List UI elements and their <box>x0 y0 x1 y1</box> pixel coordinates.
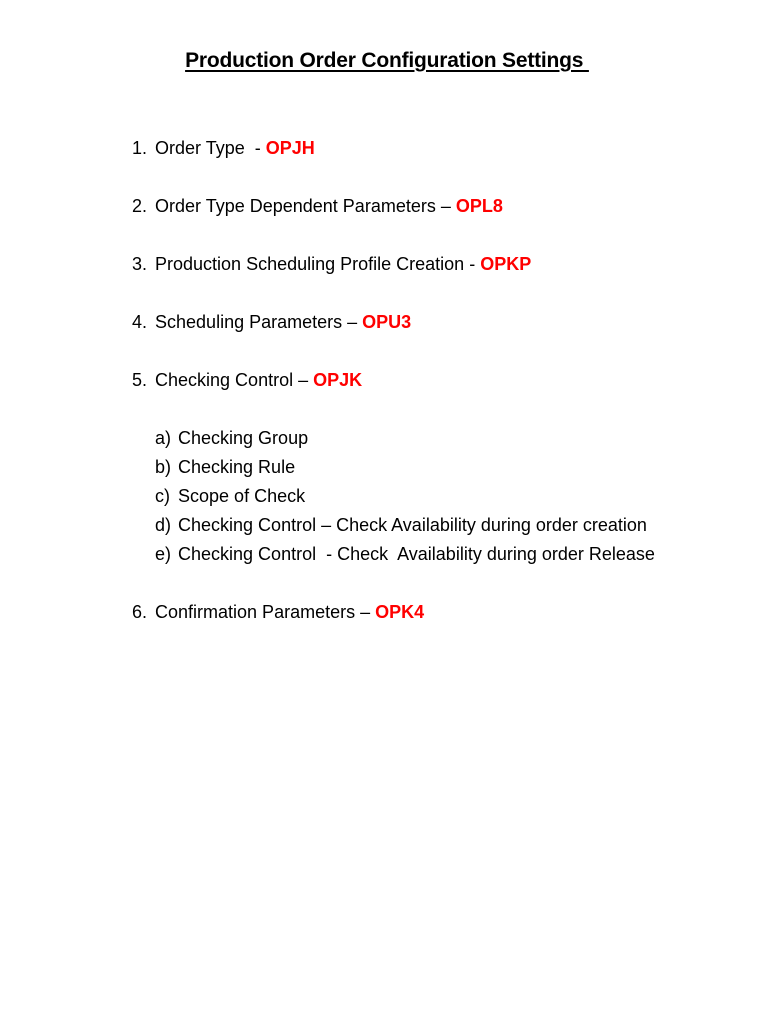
transaction-code: OPJH <box>265 138 315 158</box>
list-item-label: Order Type Dependent Parameters – <box>155 196 456 216</box>
sub-item-label: Checking Rule <box>178 457 296 477</box>
list-item-label: Order Type - <box>155 138 266 158</box>
sub-item-label: Checking Group <box>178 428 309 448</box>
sub-item-letter: b) <box>155 457 172 477</box>
list-number: 6. <box>132 602 148 622</box>
list-item-label: Scheduling Parameters – <box>155 312 363 332</box>
sub-item-label: Checking Control - Check Availability during order Release <box>178 544 655 564</box>
document-title: Production Order Configuration Settings <box>185 49 589 72</box>
list-item-scheduling-parameters <box>112 289 411 355</box>
transaction-code: OPKP <box>480 254 532 274</box>
transaction-code: OPU3 <box>362 312 412 332</box>
sub-item-letter: a) <box>155 428 172 448</box>
list-item-label: Production Scheduling Profile Creation - <box>155 254 481 274</box>
list-number: 2. <box>132 196 148 216</box>
transaction-code: OPK4 <box>375 602 425 622</box>
transaction-code: OPL8 <box>455 196 503 216</box>
list-item-checking-control <box>112 347 362 413</box>
list-number: 3. <box>132 254 148 274</box>
list-number: 1. <box>132 138 148 158</box>
list-number: 5. <box>132 370 148 390</box>
sub-item-availability-order-release <box>135 521 655 587</box>
list-item-label: Confirmation Parameters – <box>155 602 376 622</box>
sub-item-letter: e) <box>155 544 172 564</box>
transaction-code: OPJK <box>313 370 363 390</box>
list-item-order-type-dependent-parameters <box>112 173 503 239</box>
sub-item-label: Checking Control – Check Availability during order creation <box>178 515 647 535</box>
list-item-order-type <box>112 115 315 181</box>
list-item-production-scheduling-profile <box>112 231 531 297</box>
list-number: 4. <box>132 312 148 332</box>
sub-item-letter: c) <box>155 486 171 506</box>
sub-item-label: Scope of Check <box>178 486 306 506</box>
sub-item-letter: d) <box>155 515 172 535</box>
list-item-label: Checking Control – <box>155 370 314 390</box>
list-item-confirmation-parameters <box>112 579 424 645</box>
